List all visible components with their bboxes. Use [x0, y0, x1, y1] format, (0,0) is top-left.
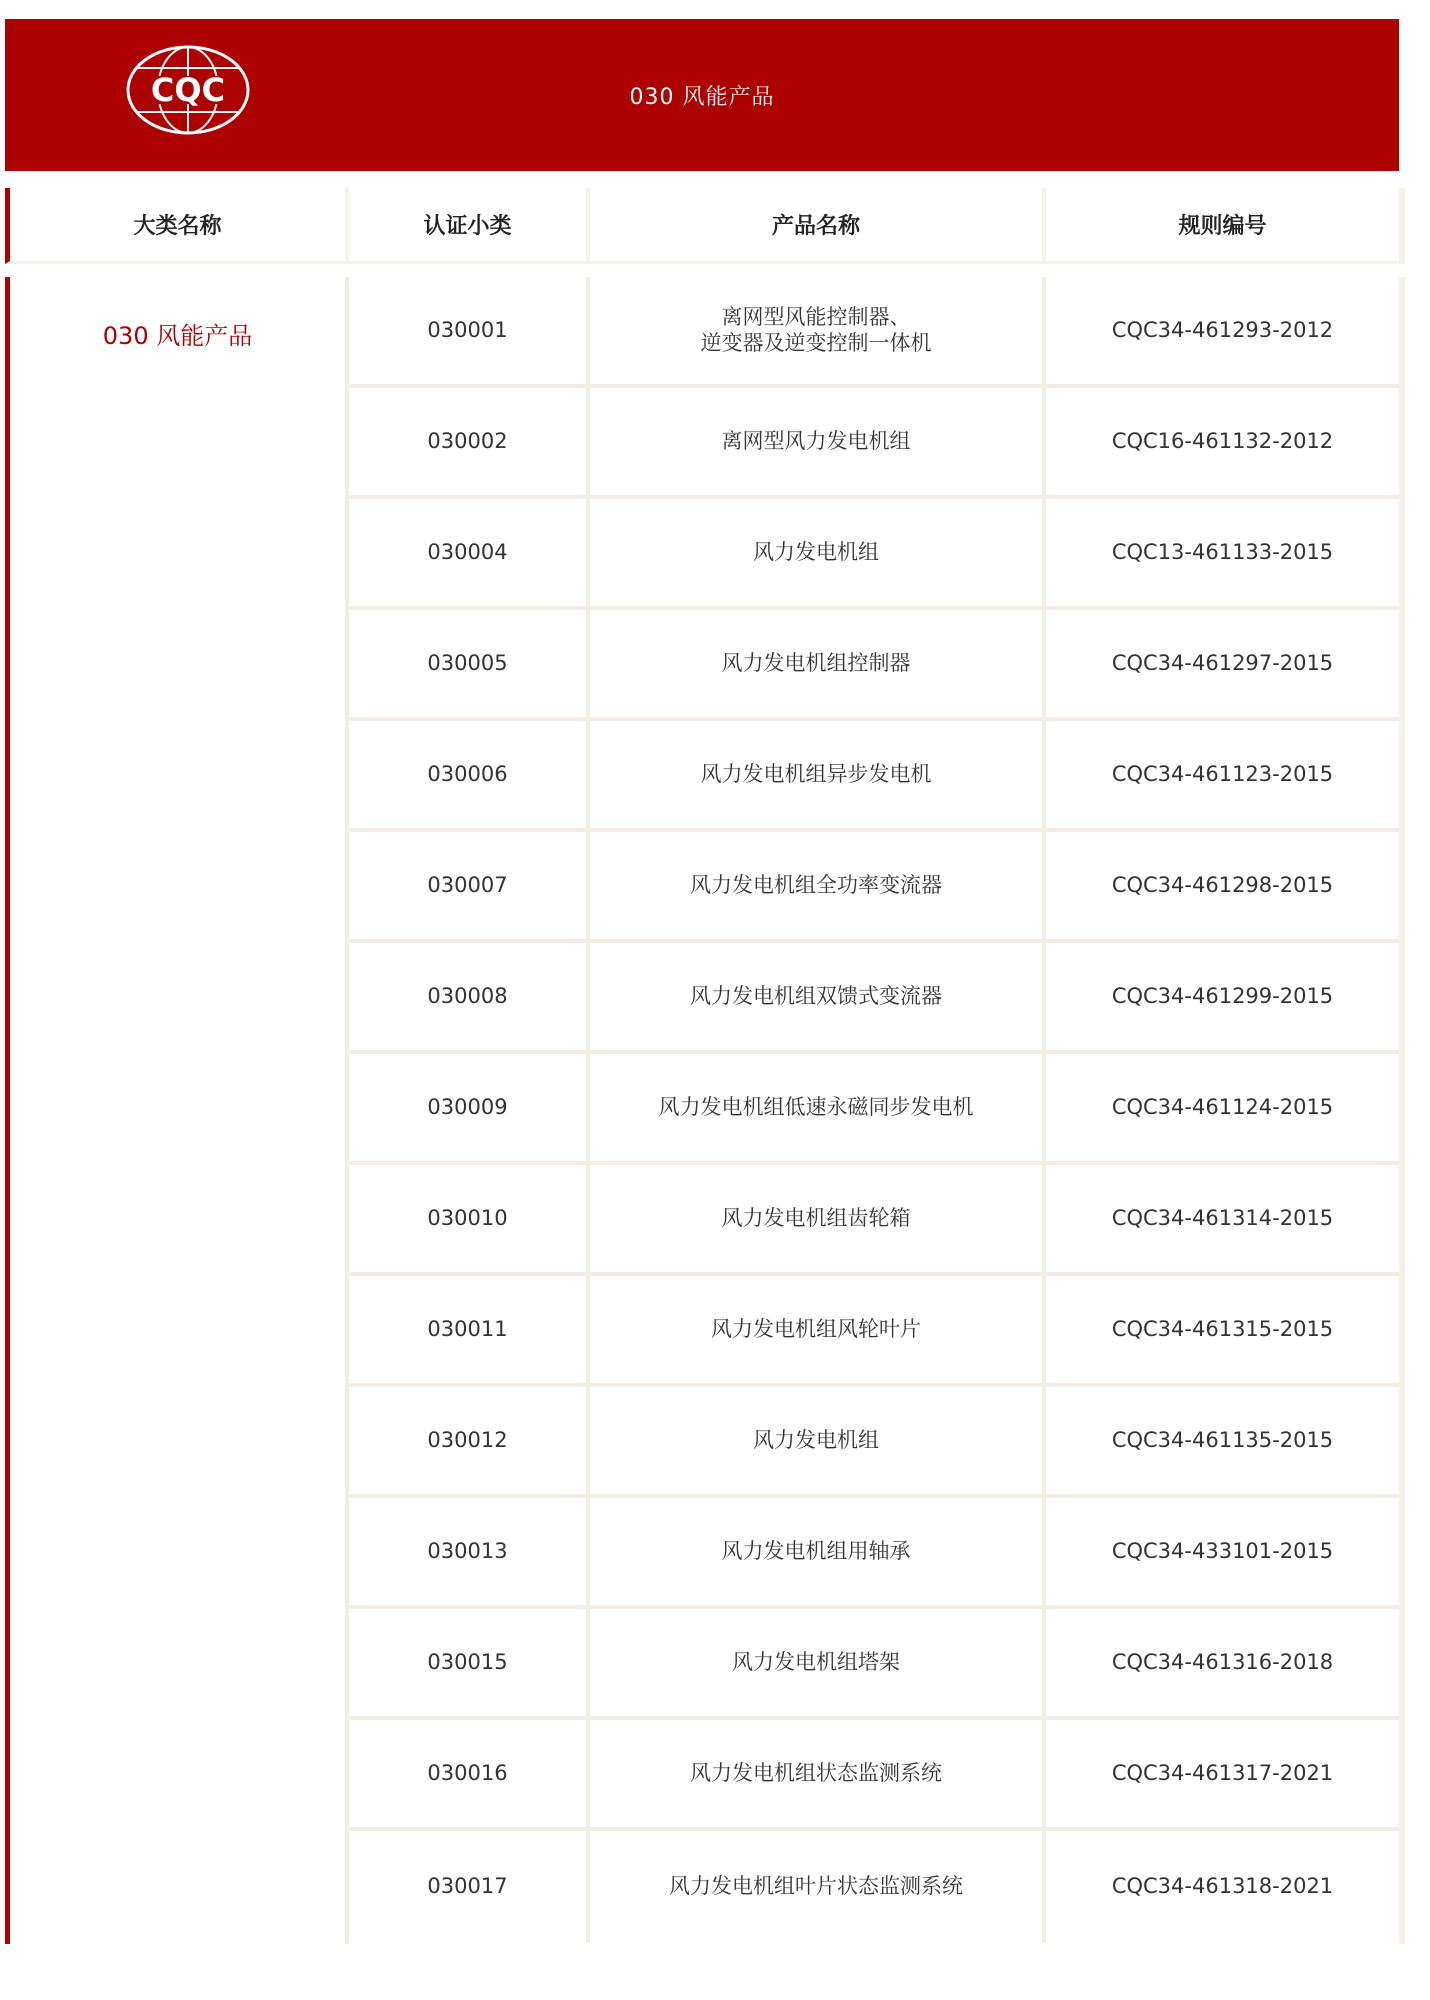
subclass-code: 030004 — [349, 499, 590, 606]
rule-number: CQC34-461316-2018 — [1111, 1649, 1334, 1674]
rule-number: CQC34-461123-2015 — [1111, 761, 1334, 786]
rule-number: CQC34-461297-2015 — [1111, 650, 1334, 675]
table-row — [349, 610, 1399, 721]
rule-number: CQC34-433101-2015 — [1111, 1538, 1334, 1563]
table-row — [349, 1720, 1399, 1831]
rule-number: CQC34-461135-2015 — [1111, 1427, 1334, 1452]
subclass-code: 030005 — [349, 610, 590, 717]
product-name: 风力发电机组异步发电机 — [590, 721, 1046, 828]
table-row — [349, 1165, 1399, 1276]
product-name: 风力发电机组风轮叶片 — [590, 1276, 1046, 1383]
category-label: 030 风能产品 — [102, 321, 253, 350]
subclass-code: 030006 — [349, 721, 590, 828]
rule-number: CQC34-461314-2015 — [1111, 1205, 1334, 1230]
cqc-logo-text: CQC — [150, 71, 226, 109]
table-header — [5, 188, 1405, 264]
page-title: 030 风能产品 — [629, 84, 775, 110]
table-row — [349, 943, 1399, 1054]
table-rows — [349, 277, 1399, 1944]
rule-number: CQC34-461298-2015 — [1111, 872, 1334, 897]
column-header-rule: 规则编号 — [1178, 214, 1267, 239]
product-name: 风力发电机组双馈式变流器 — [590, 943, 1046, 1050]
product-name: 风力发电机组 — [590, 1387, 1046, 1494]
subclass-code: 030010 — [349, 1165, 590, 1272]
subclass-code: 030016 — [349, 1720, 590, 1827]
column-header-category: 大类名称 — [10, 188, 349, 261]
rule-number: CQC34-461299-2015 — [1111, 983, 1334, 1008]
product-name: 风力发电机组状态监测系统 — [590, 1720, 1046, 1827]
table-body — [5, 277, 1405, 1944]
category-cell — [10, 277, 349, 1944]
product-name: 风力发电机组控制器 — [590, 610, 1046, 717]
subclass-code: 030001 — [349, 277, 590, 384]
rule-number: CQC34-461318-2021 — [1111, 1874, 1334, 1899]
product-name: 风力发电机组 — [590, 499, 1046, 606]
column-header-subclass: 认证小类 — [349, 188, 590, 261]
subclass-code: 030012 — [349, 1387, 590, 1494]
table-row — [349, 721, 1399, 832]
product-name: 离网型风能控制器、 逆变器及逆变控制一体机 — [590, 277, 1046, 384]
table-row — [349, 388, 1399, 499]
table-row — [349, 1831, 1399, 1943]
product-name: 风力发电机组塔架 — [590, 1609, 1046, 1716]
rule-number: CQC16-461132-2012 — [1111, 428, 1334, 453]
subclass-code: 030008 — [349, 943, 590, 1050]
rule-number: CQC34-461293-2012 — [1111, 317, 1334, 342]
subclass-code: 030002 — [349, 388, 590, 495]
product-name: 风力发电机组齿轮箱 — [590, 1165, 1046, 1272]
table-row — [349, 1609, 1399, 1720]
product-name: 风力发电机组叶片状态监测系统 — [590, 1831, 1046, 1943]
table-row — [349, 1387, 1399, 1498]
table-row — [349, 277, 1399, 388]
subclass-code: 030007 — [349, 832, 590, 939]
product-name: 离网型风力发电机组 — [590, 388, 1046, 495]
product-name: 风力发电机组用轴承 — [590, 1498, 1046, 1605]
table-row — [349, 1054, 1399, 1165]
subclass-code: 030013 — [349, 1498, 590, 1605]
product-name: 风力发电机组低速永磁同步发电机 — [590, 1054, 1046, 1161]
rule-number: CQC34-461315-2015 — [1111, 1316, 1334, 1341]
column-header-product: 产品名称 — [590, 188, 1046, 261]
rule-number: CQC13-461133-2015 — [1111, 539, 1334, 564]
subclass-code: 030017 — [349, 1831, 590, 1943]
table-row — [349, 1276, 1399, 1387]
table-row — [349, 499, 1399, 610]
subclass-code: 030015 — [349, 1609, 590, 1716]
subclass-code: 030009 — [349, 1054, 590, 1161]
header-banner — [5, 19, 1399, 171]
subclass-code: 030011 — [349, 1276, 590, 1383]
rule-number: CQC34-461317-2021 — [1111, 1760, 1334, 1785]
rule-number: CQC34-461124-2015 — [1111, 1094, 1334, 1119]
product-name: 风力发电机组全功率变流器 — [590, 832, 1046, 939]
table-row — [349, 832, 1399, 943]
table-row — [349, 1498, 1399, 1609]
